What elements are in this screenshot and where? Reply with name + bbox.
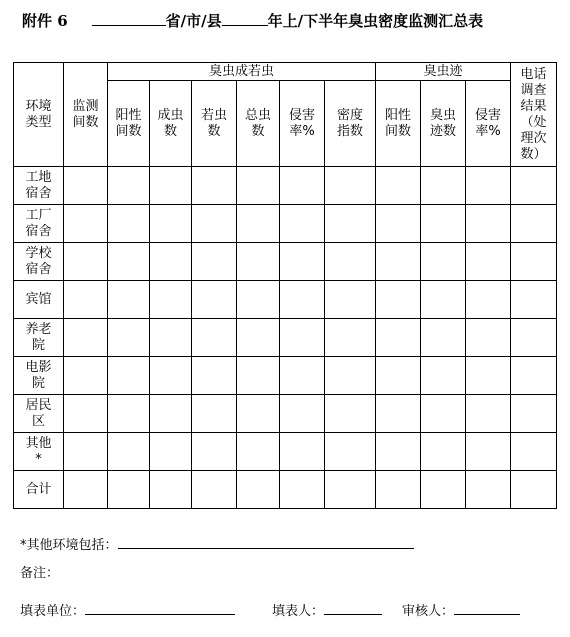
attachment-number: 附件 6 [22, 12, 68, 30]
table-row [14, 433, 557, 471]
table-cell[interactable] [280, 433, 325, 471]
table-cell[interactable] [108, 433, 150, 471]
table-cell[interactable] [237, 167, 280, 205]
table-cell[interactable] [64, 433, 108, 471]
table-cell[interactable] [237, 471, 280, 509]
other-env-line [20, 534, 414, 553]
table-cell[interactable] [376, 281, 421, 319]
header-adult-count: 成虫数 [150, 81, 192, 167]
table-cell[interactable] [280, 205, 325, 243]
reviewer-field[interactable] [454, 602, 520, 615]
title-province-label: 省/市/县 [165, 12, 222, 30]
table-cell[interactable] [511, 281, 557, 319]
table-cell[interactable] [421, 281, 466, 319]
header-nymph-count: 若虫数 [192, 81, 237, 167]
table-cell[interactable] [150, 395, 192, 433]
table-cell[interactable] [192, 319, 237, 357]
table-cell[interactable] [325, 357, 376, 395]
table-row [14, 167, 557, 205]
table-cell[interactable] [325, 281, 376, 319]
table-cell[interactable] [325, 471, 376, 509]
table-cell[interactable] [325, 395, 376, 433]
province-blank[interactable] [92, 11, 166, 26]
table-cell[interactable] [64, 281, 108, 319]
header-adult-positive-rooms: 阳性间数 [108, 81, 150, 167]
table-cell[interactable] [64, 319, 108, 357]
table-cell[interactable] [237, 205, 280, 243]
remarks-line [20, 562, 59, 581]
header-density-index: 密度指数 [325, 81, 376, 167]
table-cell[interactable] [511, 243, 557, 281]
table-cell[interactable] [376, 357, 421, 395]
table-cell[interactable] [511, 471, 557, 509]
table-cell[interactable] [280, 319, 325, 357]
table-cell[interactable] [280, 357, 325, 395]
table-cell[interactable] [150, 243, 192, 281]
table-cell[interactable] [466, 357, 511, 395]
table-cell[interactable] [192, 167, 237, 205]
summary-table [13, 62, 557, 509]
table-cell[interactable] [325, 319, 376, 357]
table-cell[interactable] [421, 357, 466, 395]
table-cell[interactable] [108, 205, 150, 243]
table-cell[interactable] [237, 281, 280, 319]
row-label: 宾馆 [14, 281, 64, 319]
table-cell[interactable] [466, 471, 511, 509]
table-row [14, 205, 557, 243]
table-cell[interactable] [376, 243, 421, 281]
table-cell[interactable] [192, 205, 237, 243]
table-cell[interactable] [192, 243, 237, 281]
row-label: 养老院 [14, 319, 64, 357]
unit-label: 填表单位： [20, 604, 86, 619]
row-label: 其他* [14, 433, 64, 471]
table-cell[interactable] [280, 395, 325, 433]
table-cell[interactable] [150, 167, 192, 205]
table-cell[interactable] [466, 433, 511, 471]
reviewer-label: 审核人： [402, 604, 455, 619]
table-cell[interactable] [150, 471, 192, 509]
table-row [14, 319, 557, 357]
other-env-field[interactable] [118, 536, 414, 549]
table-cell[interactable] [64, 205, 108, 243]
table-cell[interactable] [421, 167, 466, 205]
header-trace-positive-rooms: 阳性间数 [376, 81, 421, 167]
table-cell[interactable] [511, 433, 557, 471]
table-cell[interactable] [150, 357, 192, 395]
table-cell[interactable] [325, 205, 376, 243]
table-cell[interactable] [192, 471, 237, 509]
row-label: 工厂宿舍 [14, 205, 64, 243]
table-cell[interactable] [511, 205, 557, 243]
table-cell[interactable] [466, 281, 511, 319]
table-cell[interactable] [376, 205, 421, 243]
table-cell[interactable] [376, 319, 421, 357]
table-cell[interactable] [108, 357, 150, 395]
table-cell[interactable] [466, 243, 511, 281]
table-cell[interactable] [511, 395, 557, 433]
header-monitor-rooms: 监测间数 [64, 63, 108, 167]
header-trace-infestation-rate: 侵害率% [466, 81, 511, 167]
header-group-adult: 臭虫成若虫 [108, 63, 376, 81]
table-cell[interactable] [376, 471, 421, 509]
table-cell[interactable] [108, 471, 150, 509]
table-cell[interactable] [325, 167, 376, 205]
table-cell[interactable] [466, 205, 511, 243]
table-cell[interactable] [237, 243, 280, 281]
row-label: 居民区 [14, 395, 64, 433]
table-cell[interactable] [64, 357, 108, 395]
table-cell[interactable] [421, 433, 466, 471]
table-cell[interactable] [511, 319, 557, 357]
table-cell[interactable] [192, 395, 237, 433]
table-cell[interactable] [280, 471, 325, 509]
row-label: 学校宿舍 [14, 243, 64, 281]
table-cell[interactable] [64, 243, 108, 281]
table-cell[interactable] [376, 395, 421, 433]
header-row-1 [14, 63, 557, 81]
table-cell[interactable] [108, 243, 150, 281]
table-cell[interactable] [108, 319, 150, 357]
table-cell[interactable] [280, 281, 325, 319]
unit-field[interactable] [85, 602, 235, 615]
table-cell[interactable] [376, 167, 421, 205]
table-cell[interactable] [150, 281, 192, 319]
table-cell[interactable] [421, 471, 466, 509]
title-main: 年上/下半年臭虫密度监测汇总表 [267, 12, 484, 30]
unit-line [20, 600, 235, 619]
header-trace-count: 臭虫迹数 [421, 81, 466, 167]
header-total-count: 总虫数 [237, 81, 280, 167]
table-cell[interactable] [150, 319, 192, 357]
table-cell[interactable] [511, 167, 557, 205]
table-cell[interactable] [466, 395, 511, 433]
row-label: 合计 [14, 471, 64, 509]
table-cell[interactable] [64, 167, 108, 205]
filler-label: 填表人： [272, 604, 325, 619]
table-cell[interactable] [466, 167, 511, 205]
table-cell[interactable] [376, 433, 421, 471]
table-cell[interactable] [421, 395, 466, 433]
table-cell[interactable] [325, 243, 376, 281]
form-title [22, 10, 483, 36]
table-cell[interactable] [237, 395, 280, 433]
table-row [14, 243, 557, 281]
year-blank[interactable] [222, 11, 268, 26]
table-cell[interactable] [108, 395, 150, 433]
table-cell[interactable] [64, 471, 108, 509]
table-cell[interactable] [108, 167, 150, 205]
table-cell[interactable] [325, 433, 376, 471]
table-cell[interactable] [237, 433, 280, 471]
table-row [14, 281, 557, 319]
header-env-type: 环境类型 [14, 63, 64, 167]
reviewer-line [402, 600, 520, 619]
header-adult-infestation-rate: 侵害率% [280, 81, 325, 167]
filler-line [272, 600, 382, 619]
table-row [14, 395, 557, 433]
table-row [14, 357, 557, 395]
remarks-label: 备注： [20, 566, 60, 581]
table-cell[interactable] [421, 205, 466, 243]
row-label: 电影院 [14, 357, 64, 395]
header-group-trace: 臭虫迹 [376, 63, 511, 81]
table-cell[interactable] [421, 319, 466, 357]
table-cell[interactable] [192, 357, 237, 395]
table-cell[interactable] [466, 319, 511, 357]
table-cell[interactable] [192, 433, 237, 471]
table-cell[interactable] [237, 319, 280, 357]
other-env-label: *其他环境包括： [20, 538, 118, 553]
table-cell[interactable] [421, 243, 466, 281]
table-cell[interactable] [64, 395, 108, 433]
table-cell[interactable] [108, 281, 150, 319]
table-cell[interactable] [150, 433, 192, 471]
table-cell[interactable] [150, 205, 192, 243]
header-phone-survey: 电话调查结果（处理次数） [511, 63, 557, 167]
table-cell[interactable] [511, 357, 557, 395]
row-label: 工地宿舍 [14, 167, 64, 205]
table-row [14, 471, 557, 509]
table-cell[interactable] [237, 357, 280, 395]
table-cell[interactable] [192, 281, 237, 319]
table-cell[interactable] [280, 167, 325, 205]
filler-field[interactable] [324, 602, 382, 615]
table-cell[interactable] [280, 243, 325, 281]
